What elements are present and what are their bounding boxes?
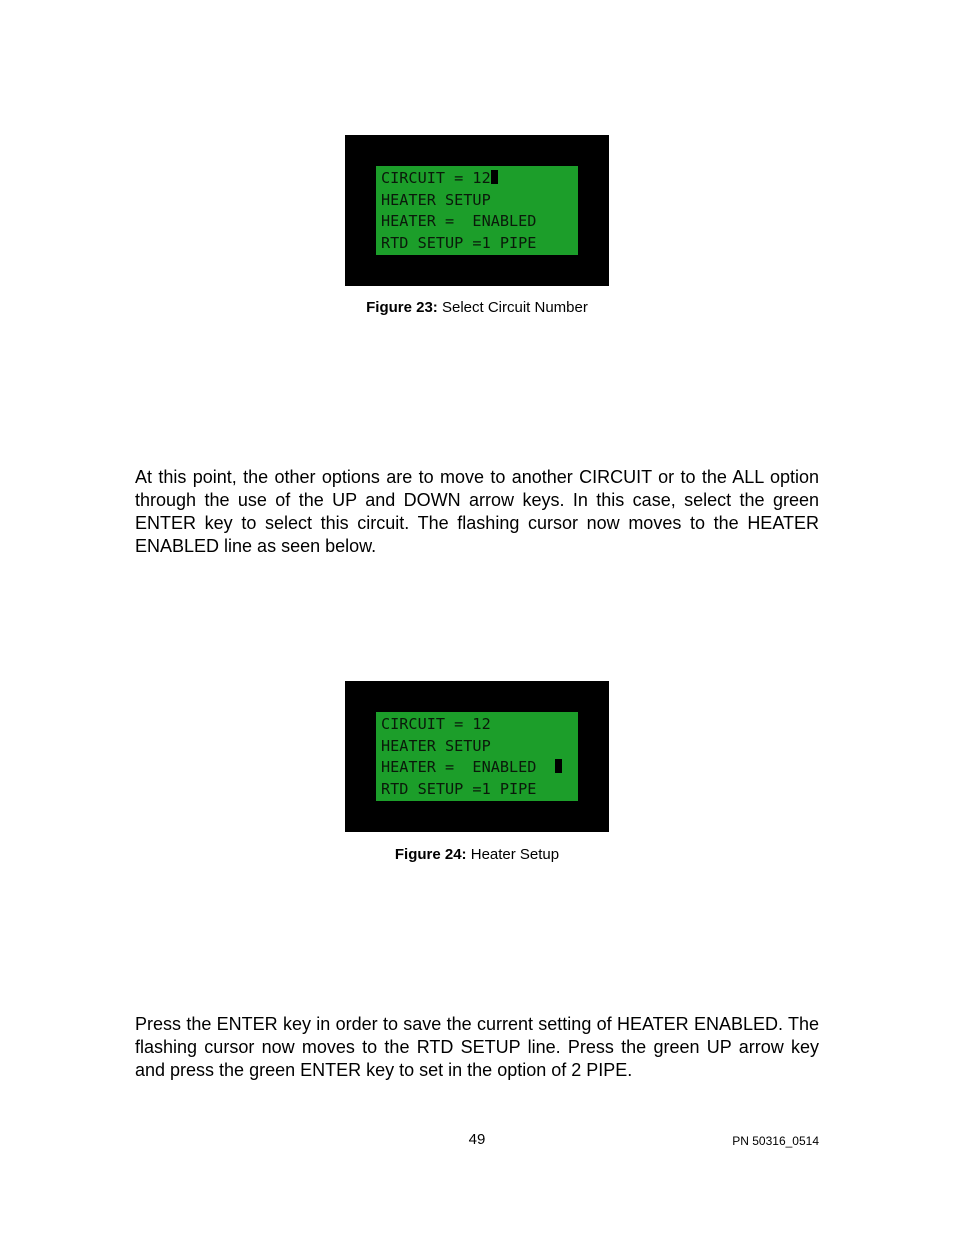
caption-label: Figure 24:	[394, 846, 467, 863]
lcd-screen	[376, 712, 578, 801]
lcd-display-figure-23	[345, 135, 609, 286]
part-number: PN 50316_0514	[732, 1134, 819, 1148]
lcd-line: HEATER = ENABLED	[381, 757, 578, 779]
lcd-line: RTD SETUP =1 PIPE	[381, 234, 537, 253]
cursor-block-icon	[491, 170, 498, 184]
lcd-line: HEATER SETUP	[381, 190, 491, 209]
figure-caption	[0, 299, 954, 316]
page-number: 49	[468, 1131, 486, 1148]
lcd-screen	[376, 166, 578, 255]
caption-text: Select Circuit Number	[437, 299, 588, 316]
body-paragraph: Press the ENTER key in order to save the current setting of HEATER ENABLED. The flashing cursor now moves to the RTD SETUP line. Press the green UP arrow key and press the green ENTER key to set in the option of 2 PIPE.	[135, 1014, 819, 1080]
lcd-line: CIRCUIT = 12	[381, 168, 578, 190]
lcd-line: HEATER SETUP	[381, 736, 491, 755]
lcd-line: RTD SETUP =1 PIPE	[381, 780, 537, 799]
caption-label: Figure 23:	[366, 299, 438, 316]
figure-caption	[0, 846, 954, 863]
body-paragraph: At this point, the other options are to move to another CIRCUIT or to the ALL option through the use of the UP and DOWN arrow keys. In this case, select the green ENTER key to select this circuit. The flashing cursor now moves to the HEATER ENABLED line as seen below.	[135, 467, 819, 556]
lcd-line: CIRCUIT = 12	[381, 715, 491, 733]
lcd-display-figure-24	[345, 681, 609, 832]
caption-text: Heater Setup	[466, 846, 560, 863]
cursor-block-icon	[555, 759, 562, 773]
lcd-line: HEATER = ENABLED	[381, 212, 537, 231]
